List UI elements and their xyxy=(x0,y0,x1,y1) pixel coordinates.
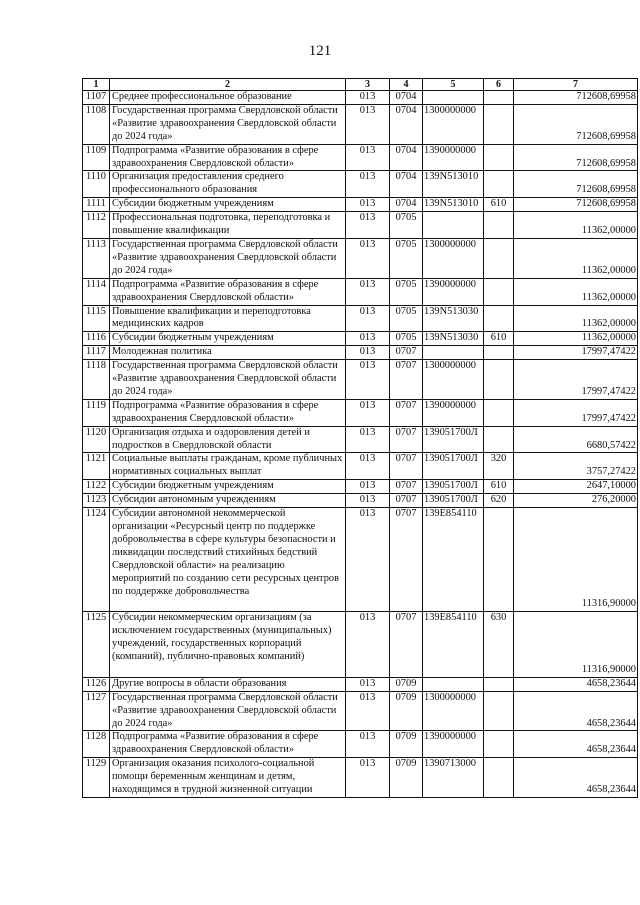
row-target-article-code: 139E854110 xyxy=(423,612,484,678)
row-name: Государственная программа Свердловской области «Развитие здравоохранения Свердловской области до 2024 года» xyxy=(110,691,346,731)
row-target-article-code: 1390000000 xyxy=(423,731,484,758)
table-row xyxy=(83,677,638,691)
row-target-article-code: 139N513010 xyxy=(423,171,484,198)
row-section-code: 0704 xyxy=(390,104,423,144)
row-number: 1122 xyxy=(83,480,110,494)
row-section-code: 0705 xyxy=(390,305,423,332)
row-section-code: 0707 xyxy=(390,494,423,508)
row-section-code: 0707 xyxy=(390,360,423,400)
row-name: Субсидии некоммерческим организациям (за исключением государственных (муниципальных) учреждений, государственных корпораций (компаний), публично-правовых компаний) xyxy=(110,612,346,678)
row-target-article-code: 139051700Л xyxy=(423,494,484,508)
row-section-code: 0709 xyxy=(390,677,423,691)
row-amount: 712608,69958 xyxy=(514,104,638,144)
row-department-code: 013 xyxy=(346,758,390,798)
row-expense-type-code xyxy=(484,677,514,691)
row-number: 1113 xyxy=(83,238,110,278)
row-section-code: 0705 xyxy=(390,238,423,278)
table-row xyxy=(83,612,638,678)
table-row xyxy=(83,494,638,508)
row-number: 1126 xyxy=(83,677,110,691)
row-section-code: 0704 xyxy=(390,91,423,105)
row-number: 1109 xyxy=(83,144,110,171)
table-row xyxy=(83,453,638,480)
row-target-article-code xyxy=(423,91,484,105)
row-name: Подпрограмма «Развитие образования в сфере здравоохранения Свердловской области» xyxy=(110,278,346,305)
row-number: 1120 xyxy=(83,426,110,453)
row-amount: 4658,23644 xyxy=(514,677,638,691)
table-row xyxy=(83,198,638,212)
row-target-article-code: 139N513010 xyxy=(423,198,484,212)
row-number: 1110 xyxy=(83,171,110,198)
row-amount: 712608,69958 xyxy=(514,198,638,212)
row-amount: 17997,47422 xyxy=(514,399,638,426)
row-number: 1123 xyxy=(83,494,110,508)
row-number: 1116 xyxy=(83,332,110,346)
row-expense-type-code: 320 xyxy=(484,453,514,480)
row-target-article-code: 1300000000 xyxy=(423,238,484,278)
row-department-code: 013 xyxy=(346,198,390,212)
row-department-code: 013 xyxy=(346,346,390,360)
row-section-code: 0707 xyxy=(390,612,423,678)
row-number: 1124 xyxy=(83,508,110,612)
row-department-code: 013 xyxy=(346,171,390,198)
row-amount: 11362,00000 xyxy=(514,305,638,332)
row-department-code: 013 xyxy=(346,144,390,171)
row-target-article-code xyxy=(423,677,484,691)
row-section-code: 0707 xyxy=(390,480,423,494)
row-expense-type-code xyxy=(484,305,514,332)
row-section-code: 0707 xyxy=(390,426,423,453)
row-name: Организация отдыха и оздоровления детей и подростков в Свердловской области xyxy=(110,426,346,453)
row-name: Государственная программа Свердловской области «Развитие здравоохранения Свердловской области до 2024 года» xyxy=(110,104,346,144)
row-name: Субсидии бюджетным учреждениям xyxy=(110,480,346,494)
row-department-code: 013 xyxy=(346,677,390,691)
column-header: 2 xyxy=(110,79,346,91)
table-row xyxy=(83,332,638,346)
row-number: 1119 xyxy=(83,399,110,426)
row-amount: 4658,23644 xyxy=(514,691,638,731)
table-row xyxy=(83,508,638,612)
row-target-article-code: 1390000000 xyxy=(423,399,484,426)
row-expense-type-code xyxy=(484,144,514,171)
row-number: 1125 xyxy=(83,612,110,678)
row-amount: 11362,00000 xyxy=(514,332,638,346)
row-department-code: 013 xyxy=(346,305,390,332)
row-expense-type-code: 610 xyxy=(484,480,514,494)
row-amount: 11362,00000 xyxy=(514,212,638,239)
row-section-code: 0705 xyxy=(390,332,423,346)
row-amount: 712608,69958 xyxy=(514,144,638,171)
row-amount: 4658,23644 xyxy=(514,758,638,798)
row-section-code: 0704 xyxy=(390,198,423,212)
row-section-code: 0707 xyxy=(390,508,423,612)
row-section-code: 0704 xyxy=(390,171,423,198)
row-target-article-code: 1300000000 xyxy=(423,691,484,731)
row-target-article-code: 139051700Л xyxy=(423,480,484,494)
row-department-code: 013 xyxy=(346,480,390,494)
row-name: Организация оказания психолого-социальной помощи беременным женщинам и детям, находящимся в трудной жизненной ситуации xyxy=(110,758,346,798)
row-name: Субсидии бюджетным учреждениям xyxy=(110,332,346,346)
row-target-article-code: 139N513030 xyxy=(423,305,484,332)
row-name: Среднее профессиональное образование xyxy=(110,91,346,105)
table-row xyxy=(83,278,638,305)
table-body xyxy=(83,91,638,798)
row-department-code: 013 xyxy=(346,426,390,453)
page-number: 121 xyxy=(308,43,332,59)
row-department-code: 013 xyxy=(346,691,390,731)
row-target-article-code: 1300000000 xyxy=(423,360,484,400)
row-expense-type-code xyxy=(484,758,514,798)
row-name: Государственная программа Свердловской области «Развитие здравоохранения Свердловской области до 2024 года» xyxy=(110,238,346,278)
column-header: 7 xyxy=(514,79,638,91)
row-expense-type-code xyxy=(484,104,514,144)
row-department-code: 013 xyxy=(346,508,390,612)
row-section-code: 0704 xyxy=(390,144,423,171)
row-name: Субсидии автономным учреждениям xyxy=(110,494,346,508)
row-name: Государственная программа Свердловской области «Развитие здравоохранения Свердловской области до 2024 года» xyxy=(110,360,346,400)
row-department-code: 013 xyxy=(346,238,390,278)
row-number: 1115 xyxy=(83,305,110,332)
row-section-code: 0707 xyxy=(390,346,423,360)
row-number: 1111 xyxy=(83,198,110,212)
row-department-code: 013 xyxy=(346,453,390,480)
row-section-code: 0705 xyxy=(390,278,423,305)
row-target-article-code xyxy=(423,212,484,239)
column-header: 5 xyxy=(423,79,484,91)
row-expense-type-code: 610 xyxy=(484,332,514,346)
row-amount: 3757,27422 xyxy=(514,453,638,480)
row-department-code: 013 xyxy=(346,278,390,305)
row-target-article-code xyxy=(423,346,484,360)
row-amount: 712608,69958 xyxy=(514,171,638,198)
column-header: 6 xyxy=(484,79,514,91)
row-target-article-code: 139E854110 xyxy=(423,508,484,612)
table-row xyxy=(83,238,638,278)
row-expense-type-code xyxy=(484,171,514,198)
column-header: 1 xyxy=(83,79,110,91)
table-row xyxy=(83,171,638,198)
row-section-code: 0709 xyxy=(390,758,423,798)
row-number: 1117 xyxy=(83,346,110,360)
table-row xyxy=(83,144,638,171)
table-row xyxy=(83,691,638,731)
row-name: Подпрограмма «Развитие образования в сфере здравоохранения Свердловской области» xyxy=(110,731,346,758)
table-row xyxy=(83,360,638,400)
row-target-article-code: 1390000000 xyxy=(423,144,484,171)
row-number: 1129 xyxy=(83,758,110,798)
budget-table xyxy=(82,78,638,798)
row-target-article-code: 1390000000 xyxy=(423,278,484,305)
row-amount: 4658,23644 xyxy=(514,731,638,758)
table-row xyxy=(83,758,638,798)
row-target-article-code: 1300000000 xyxy=(423,104,484,144)
row-section-code: 0707 xyxy=(390,453,423,480)
row-amount: 11316,90000 xyxy=(514,612,638,678)
row-name: Субсидии автономной некоммерческой организации «Ресурсный центр по поддержке добровольчества в сфере культуры безопасности и ликвидации последствий стихийных бедствий Свердловской области» на реализацию мероприятий по созданию сети ресурсных центров по поддержке добровольчества xyxy=(110,508,346,612)
row-expense-type-code: 630 xyxy=(484,612,514,678)
row-department-code: 013 xyxy=(346,212,390,239)
row-amount: 11316,90000 xyxy=(514,508,638,612)
row-expense-type-code xyxy=(484,360,514,400)
row-amount: 17997,47422 xyxy=(514,346,638,360)
row-name: Подпрограмма «Развитие образования в сфере здравоохранения Свердловской области» xyxy=(110,144,346,171)
row-amount: 2647,10000 xyxy=(514,480,638,494)
table-header-row xyxy=(83,79,638,91)
row-number: 1118 xyxy=(83,360,110,400)
row-department-code: 013 xyxy=(346,494,390,508)
table-row xyxy=(83,305,638,332)
row-section-code: 0709 xyxy=(390,731,423,758)
row-department-code: 013 xyxy=(346,399,390,426)
row-name: Субсидии бюджетным учреждениям xyxy=(110,198,346,212)
row-expense-type-code: 620 xyxy=(484,494,514,508)
row-number: 1108 xyxy=(83,104,110,144)
row-number: 1107 xyxy=(83,91,110,105)
row-department-code: 013 xyxy=(346,612,390,678)
row-department-code: 013 xyxy=(346,731,390,758)
row-number: 1112 xyxy=(83,212,110,239)
row-amount: 712608,69958 xyxy=(514,91,638,105)
row-expense-type-code xyxy=(484,278,514,305)
row-department-code: 013 xyxy=(346,91,390,105)
table-row xyxy=(83,212,638,239)
row-department-code: 013 xyxy=(346,104,390,144)
row-section-code: 0705 xyxy=(390,212,423,239)
row-expense-type-code xyxy=(484,212,514,239)
row-name: Молодежная политика xyxy=(110,346,346,360)
table-row xyxy=(83,91,638,105)
row-expense-type-code xyxy=(484,399,514,426)
row-name: Повышение квалификации и переподготовка медицинских кадров xyxy=(110,305,346,332)
row-target-article-code: 139N513030 xyxy=(423,332,484,346)
row-section-code: 0709 xyxy=(390,691,423,731)
row-expense-type-code xyxy=(484,91,514,105)
row-expense-type-code: 610 xyxy=(484,198,514,212)
row-name: Социальные выплаты гражданам, кроме публичных нормативных социальных выплат xyxy=(110,453,346,480)
table-row xyxy=(83,426,638,453)
row-expense-type-code xyxy=(484,691,514,731)
table-row xyxy=(83,731,638,758)
row-amount: 17997,47422 xyxy=(514,360,638,400)
table-row xyxy=(83,104,638,144)
row-name: Подпрограмма «Развитие образования в сфере здравоохранения Свердловской области» xyxy=(110,399,346,426)
row-target-article-code: 139051700Л xyxy=(423,426,484,453)
row-section-code: 0707 xyxy=(390,399,423,426)
row-number: 1121 xyxy=(83,453,110,480)
table-row xyxy=(83,480,638,494)
row-amount: 276,20000 xyxy=(514,494,638,508)
row-target-article-code: 139051700Л xyxy=(423,453,484,480)
row-target-article-code: 1390713000 xyxy=(423,758,484,798)
row-expense-type-code xyxy=(484,238,514,278)
row-name: Организация предоставления среднего профессионального образования xyxy=(110,171,346,198)
column-header: 4 xyxy=(390,79,423,91)
row-amount: 6680,57422 xyxy=(514,426,638,453)
row-number: 1127 xyxy=(83,691,110,731)
row-number: 1128 xyxy=(83,731,110,758)
row-expense-type-code xyxy=(484,346,514,360)
row-department-code: 013 xyxy=(346,360,390,400)
row-name: Профессиональная подготовка, переподготовка и повышение квалификации xyxy=(110,212,346,239)
row-amount: 11362,00000 xyxy=(514,238,638,278)
row-number: 1114 xyxy=(83,278,110,305)
row-expense-type-code xyxy=(484,731,514,758)
column-header: 3 xyxy=(346,79,390,91)
table-row xyxy=(83,399,638,426)
row-amount: 11362,00000 xyxy=(514,278,638,305)
table-row xyxy=(83,346,638,360)
row-department-code: 013 xyxy=(346,332,390,346)
row-expense-type-code xyxy=(484,426,514,453)
row-expense-type-code xyxy=(484,508,514,612)
row-name: Другие вопросы в области образования xyxy=(110,677,346,691)
